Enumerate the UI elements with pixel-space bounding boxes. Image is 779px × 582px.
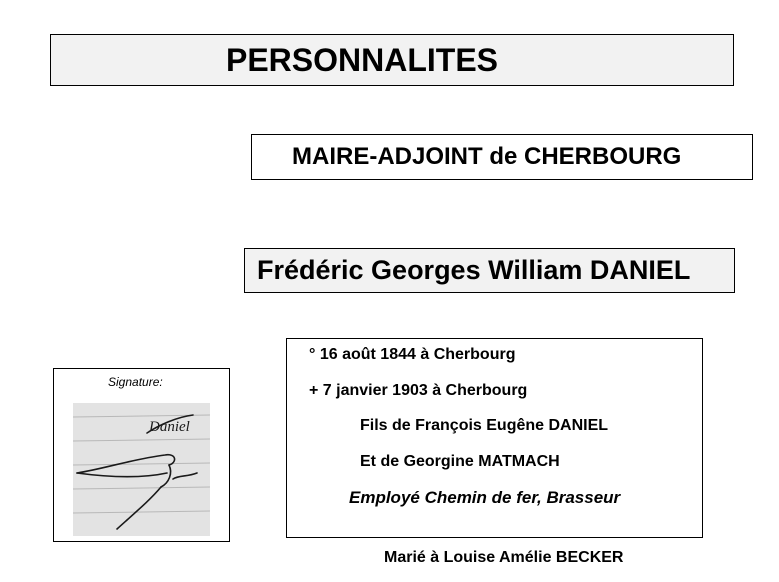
occupation-line: Employé Chemin de fer, Brasseur bbox=[349, 488, 621, 507]
signature-image-text: Daniel bbox=[149, 419, 190, 435]
role-box bbox=[251, 134, 753, 180]
page-title: PERSONNALITES bbox=[225, 41, 499, 78]
signature-box bbox=[53, 368, 230, 542]
signature-label: Signature: bbox=[108, 375, 163, 389]
mother-line: Et de Georgine MATMACH bbox=[360, 453, 560, 470]
marriage-line: Marié à Louise Amélie BECKER bbox=[384, 549, 624, 566]
name-box bbox=[244, 248, 735, 293]
birth-line: ° 16 août 1844 à Cherbourg bbox=[309, 346, 516, 363]
title-box bbox=[50, 34, 734, 86]
role-title: MAIRE-ADJOINT de CHERBOURG bbox=[292, 143, 682, 170]
details-box bbox=[286, 338, 703, 538]
signature-image bbox=[73, 403, 210, 536]
death-line: + 7 janvier 1903 à Cherbourg bbox=[309, 382, 528, 399]
person-name: Frédéric Georges William DANIEL bbox=[257, 255, 691, 285]
signature-drawing bbox=[73, 403, 210, 536]
father-line: Fils de François Eugêne DANIEL bbox=[360, 417, 609, 434]
